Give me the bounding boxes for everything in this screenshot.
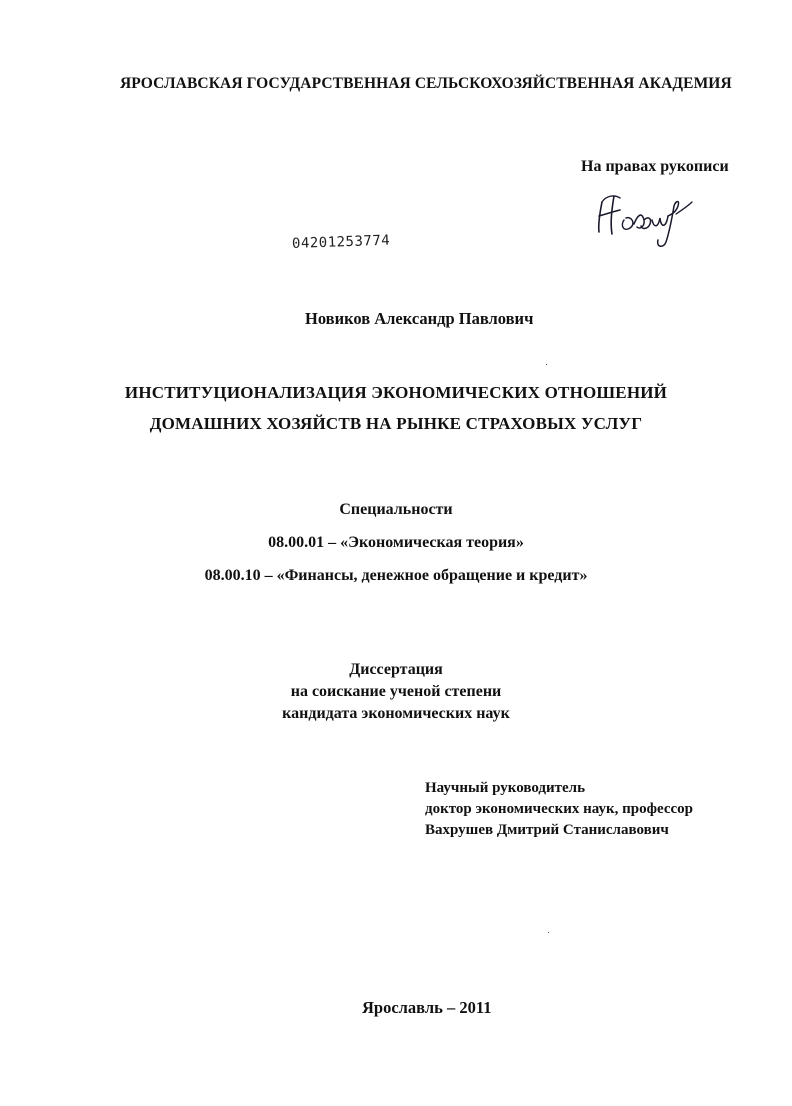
scan-speck [546,364,547,365]
dissertation-title-line-2: ДОМАШНИХ ХОЗЯЙСТВ НА РЫНКЕ СТРАХОВЫХ УСЛУГ [149,414,643,433]
scan-speck [548,932,549,933]
degree-name: кандидата экономических наук [282,705,510,722]
author-name: Новиков Александр Павлович [305,309,534,328]
city-and-year: Ярославль – 2011 [362,998,492,1017]
supervisor-degree: доктор экономических наук, профессор [425,801,694,817]
degree-purpose: на соискание ученой степени [290,683,502,700]
dissertation-title-line-1: ИНСТИТУЦИОНАЛИЗАЦИЯ ЭКОНОМИЧЕСКИХ ОТНОШЕНИЙ [124,383,668,402]
manuscript-rights-note: На правах рукописи [581,158,729,175]
specialty-item: 08.00.10 – «Финансы, денежное обращение и кредит» [204,567,588,584]
supervisor-label: Научный руководитель [425,780,585,796]
specialty-item: 08.00.01 – «Экономическая теория» [268,534,524,551]
author-signature [590,184,700,250]
supervisor-name: Вахрушев Дмитрий Станиславович [425,822,669,838]
dissertation-label: Диссертация [349,661,443,678]
institution-name: ЯРОСЛАВСКАЯ ГОСУДАРСТВЕННАЯ СЕЛЬСКОХОЗЯЙСТВЕННАЯ АКАДЕМИЯ [120,75,732,92]
registration-number: 04201253774 [291,232,391,252]
specialties-label: Специальности [339,501,453,518]
